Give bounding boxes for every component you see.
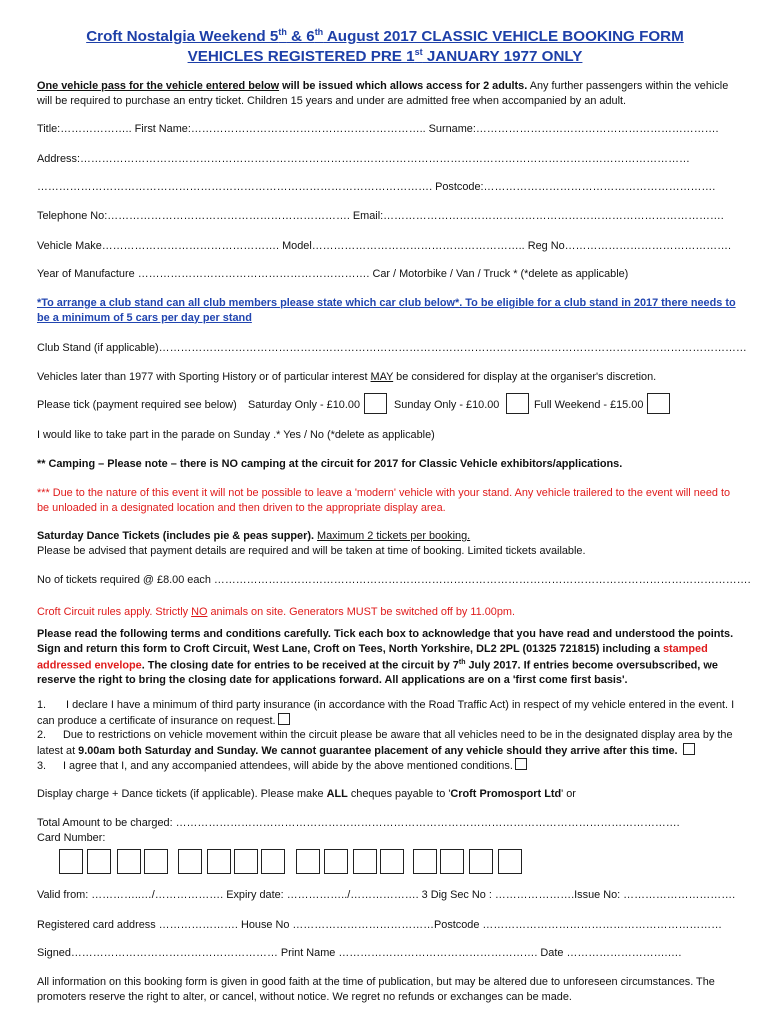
club-stand-notice: *To arrange a club stand can all club members please state which car club below*. To be eligible for a club stand in 2017 there needs to be a minimum of 5 cars per day per stand [37, 297, 736, 324]
year-type-field[interactable]: Year of Manufacture ………………………………………………………. Car / Motorbike / Van / Truck * (*delete as applicable) [37, 268, 629, 280]
dance-ticket-note: Please be advised that payment details are required and will be taken at time of booking. Limited tickets available. [37, 545, 586, 557]
address-postcode-field[interactable]: ………………………………………………………………………………………………. Postcode:………………………………………………………. [37, 181, 716, 193]
saturday-option-label: Saturday Only - £10.00 [248, 399, 360, 411]
telephone-email-field[interactable]: Telephone No:…………………………………………………………. Email:…………………………………………………………………………………. [37, 210, 724, 222]
title-name-field[interactable]: Title:……………….. First Name:……………………………………………………….. Surname:…………………………………………………………. [37, 123, 719, 135]
card-digit-box[interactable] [117, 849, 141, 874]
card-digit-box[interactable] [178, 849, 202, 874]
terms-item-2: 2. Due to restrictions on vehicle movement within the circuit please be aware that all vehicles need to be in the designated display area by the latest at 9.00am both Saturday and Sunday. We cannot guarantee placement of any vehicle should they arrive after this time. [37, 729, 733, 757]
terms-item-1: 1. I declare I have a minimum of third party insurance (in accordance with the Road Traffic Act) in respect of my vehicle entered in the event. I can produce a certificate of insurance on request. [37, 699, 735, 727]
parade-question: I would like to take part in the parade on Sunday .* Yes / No (*delete as applicable) [37, 429, 435, 441]
terms-2-checkbox[interactable] [683, 743, 695, 755]
vehicle-field[interactable]: Vehicle Make…………………………………………. Model………………………………………………….. Reg No………………………………………. [37, 240, 732, 252]
dance-ticket-heading: Saturday Dance Tickets (includes pie & peas supper). Maximum 2 tickets per booking. [37, 530, 471, 542]
registered-address-field[interactable]: Registered card address …………………. House No …………………………………Postcode ………………………………………………………… [37, 919, 723, 931]
card-digit-box[interactable] [498, 849, 522, 874]
card-number-label: Card Number: [37, 832, 106, 844]
card-dates-field[interactable]: Valid from: …………..…/………………. Expiry date: ……………../………………. 3 Dig Sec No : ………………….Issue No: …………………………. [37, 889, 736, 901]
card-digit-box[interactable] [413, 849, 437, 874]
card-digit-box[interactable] [296, 849, 320, 874]
card-digit-box[interactable] [234, 849, 258, 874]
terms-3-checkbox[interactable] [515, 758, 527, 770]
intro-paragraph: One vehicle pass for the vehicle entered below will be issued which allows access for 2 adults. Any further passengers within the vehicle will be required to purchase an entry ticket. Children 15 years and under are admitted free when accompanied by an adult. [37, 80, 729, 107]
saturday-checkbox[interactable] [364, 393, 387, 414]
sporting-history-note: Vehicles later than 1977 with Sporting History or of particular interest MAY be considered for display at the organiser's discretion. [37, 371, 657, 383]
card-digit-box[interactable] [207, 849, 231, 874]
form-subtitle: VEHICLES REGISTERED PRE 1st JANUARY 1977 ONLY [187, 47, 583, 66]
card-digit-box[interactable] [380, 849, 404, 874]
terms-paragraph: Please read the following terms and conditions carefully. Tick each box to acknowledge that you have read and understood the points. Sign and return this form to Croft Circuit, West Lane, Croft on Tees, North Yorkshire, DL2 2PL (01325 721815) including a stamped addressed envelope. The closing date for entries to be received at the circuit by 7th July 2017. If entries become oversubscribed, we reserve the right to bring the closing date for applications forward. All applications are on a 'first come first basis'. [37, 628, 734, 687]
card-digit-box[interactable] [469, 849, 493, 874]
terms-1-checkbox[interactable] [278, 713, 290, 725]
circuit-rules: Croft Circuit rules apply. Strictly NO animals on site. Generators MUST be switched off by 11.00pm. [37, 606, 515, 618]
sunday-option-label: Sunday Only - £10.00 [394, 399, 500, 411]
tick-label: Please tick (payment required see below) [37, 399, 237, 411]
signature-field[interactable]: Signed………………………………………………… Print Name ………………………………………………. Date ……………………….…. [37, 947, 682, 959]
card-digit-box[interactable] [324, 849, 348, 874]
tickets-required-field[interactable]: No of tickets required @ £8.00 each …………………………………………………………………………………………………………………………………. [37, 574, 751, 586]
footer-disclaimer: All information on this booking form is given in good faith at the time of publication, but may be altered due to unforeseen circumstances. The promoters reserve the right to alter, or cancel, without notice. We regret no refunds or exchanges can be made. [37, 976, 715, 1003]
address-field[interactable]: Address:…………………………………………………………………………………………………………………………………………………… [37, 153, 690, 165]
sunday-checkbox[interactable] [506, 393, 529, 414]
card-digit-box[interactable] [87, 849, 111, 874]
card-digit-box[interactable] [59, 849, 83, 874]
club-stand-field[interactable]: Club Stand (if applicable)……………………………………………………………………………………………………………………………………………… [37, 342, 747, 354]
terms-item-3: 3. I agree that I, and any accompanied attendees, will abide by the above mentioned conditions. [37, 758, 737, 774]
card-digit-box[interactable] [261, 849, 285, 874]
modern-vehicle-notice: *** Due to the nature of this event it will not be possible to leave a 'modern' vehicle with your stand. Any vehicle trailered to the event will need to be unloaded in a designated location and then driven to the appropriate display area. [37, 487, 731, 514]
card-digit-box[interactable] [353, 849, 377, 874]
card-digit-box[interactable] [440, 849, 464, 874]
terms-list [37, 698, 737, 774]
camping-notice: ** Camping – Please note – there is NO camping at the circuit for 2017 for Classic Vehicle exhibitors/applications. [37, 458, 623, 470]
form-title: Croft Nostalgia Weekend 5th & 6th August 2017 CLASSIC VEHICLE BOOKING FORM [86, 27, 684, 46]
weekend-checkbox[interactable] [647, 393, 670, 414]
total-amount-field[interactable]: Total Amount to be charged: …………………………………………………………………………………………………………………………. [37, 817, 680, 829]
payment-instructions: Display charge + Dance tickets (if applicable). Please make ALL cheques payable to 'Croft Promosport Ltd' or [37, 788, 576, 800]
card-digit-box[interactable] [144, 849, 168, 874]
weekend-option-label: Full Weekend - £15.00 [534, 399, 644, 411]
